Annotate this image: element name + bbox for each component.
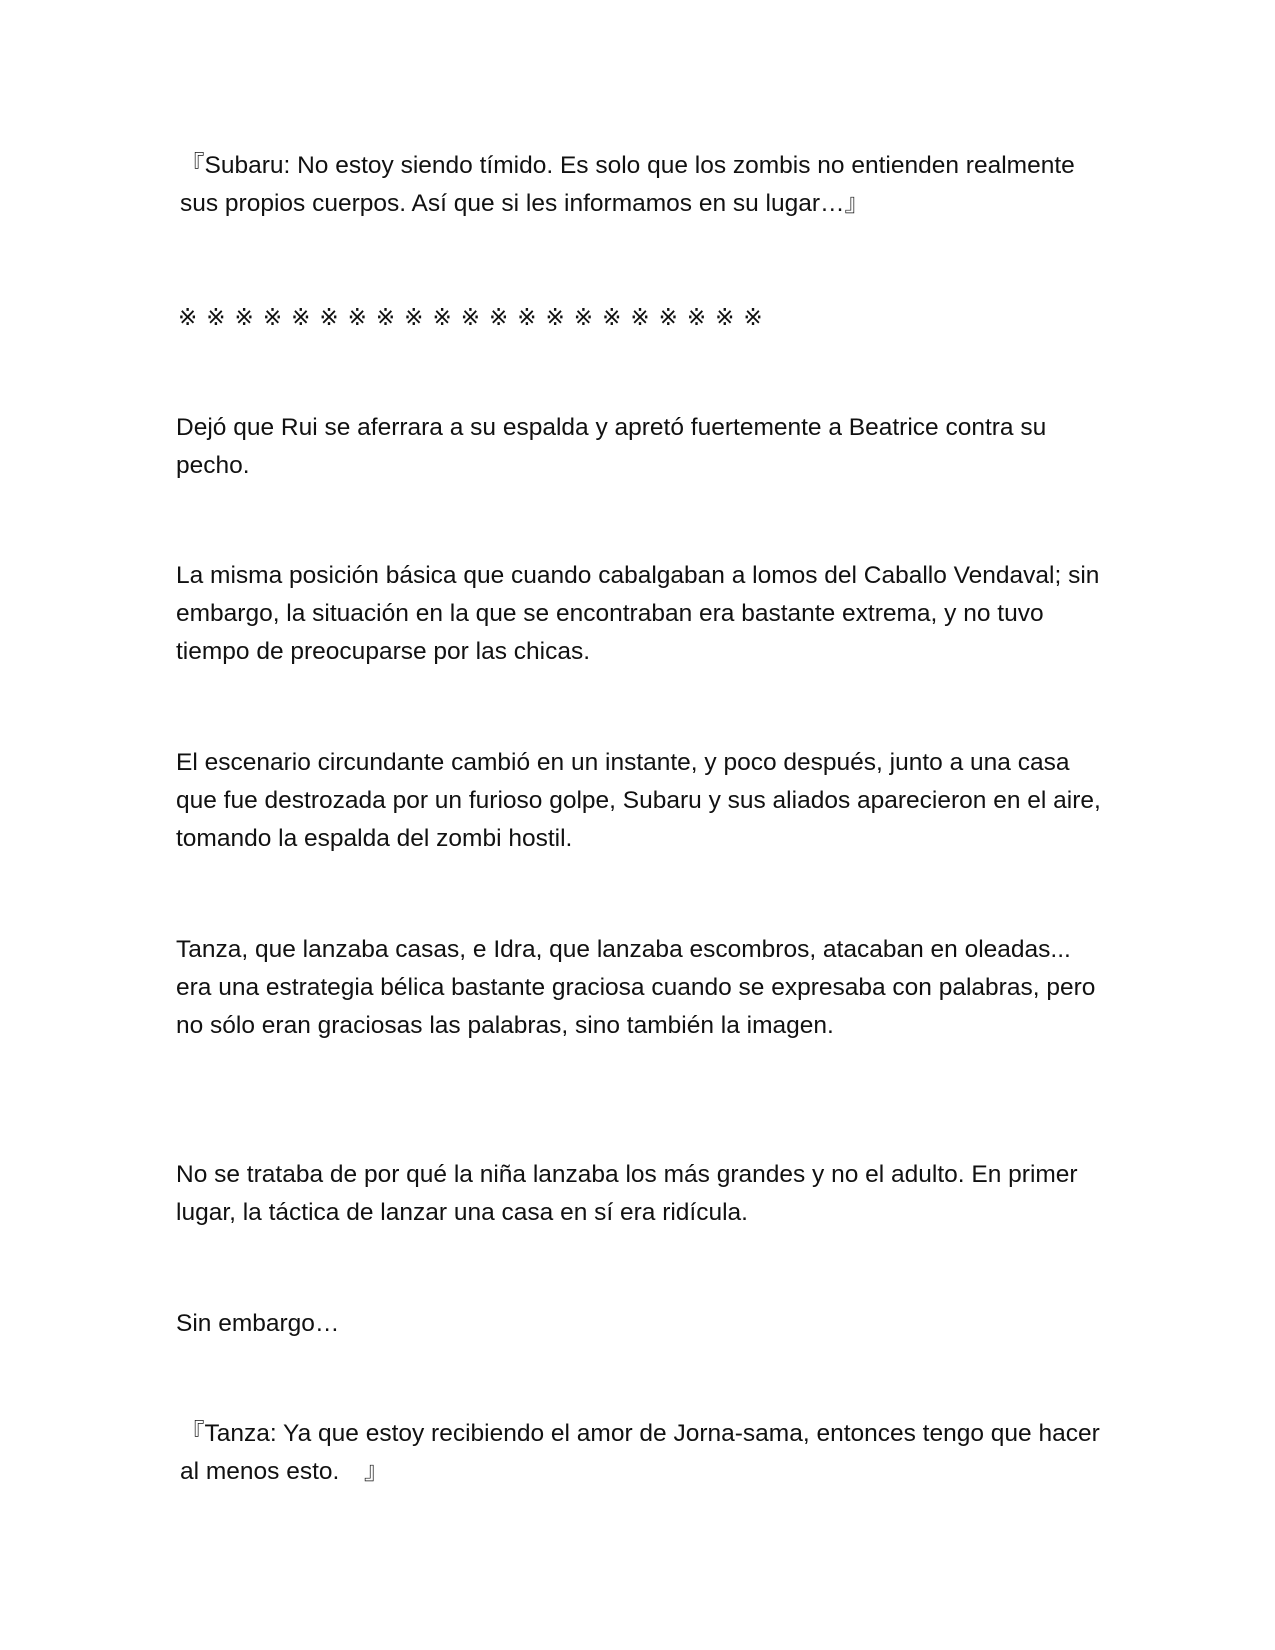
paragraph-3: El escenario circundante cambió en un instante, y poco después, junto a una casa que fue destrozada por un furioso golpe, Subaru y sus aliados aparecieron en el aire, tomando la espalda del zombi hostil. <box>176 749 1108 852</box>
paragraph-2: La misma posición básica que cuando cabalgaban a lomos del Caballo Vendaval; sin embargo, la situación en la que se encontraban era bastante extrema, y no tuvo tiempo de preocuparse por las chicas. <box>176 562 1107 665</box>
paragraph-5: No se trataba de por qué la niña lanzaba los más grandes y no el adulto. En primer lugar, la táctica de lanzar una casa en sí era ridícula. <box>176 1161 1085 1226</box>
paragraph-1: Dejó que Rui se aferrara a su espalda y apretó fuertemente a Beatrice contra su pecho. <box>176 414 1054 479</box>
paragraph-6: Sin embargo… <box>176 1310 340 1337</box>
dialogue-tanza: 『Tanza: Ya que estoy recibiendo el amor de Jorna-sama, entonces tengo que hacer al menos esto. 』 <box>180 1420 1107 1485</box>
dialogue-subaru: 『Subaru: No estoy siendo tímido. Es solo que los zombis no entienden realmente sus propios cuerpos. Así que si les informamos en su lugar…』 <box>180 152 1082 217</box>
scene-break-separator: ※※※※※※※※※※※※※※※※※※※※※ <box>178 305 772 331</box>
paragraph-4: Tanza, que lanzaba casas, e Idra, que lanzaba escombros, atacaban en oleadas... era una estrategia bélica bastante graciosa cuando se expresaba con palabras, pero no sólo eran graciosas las palabras, sino también la imagen. <box>176 936 1103 1039</box>
